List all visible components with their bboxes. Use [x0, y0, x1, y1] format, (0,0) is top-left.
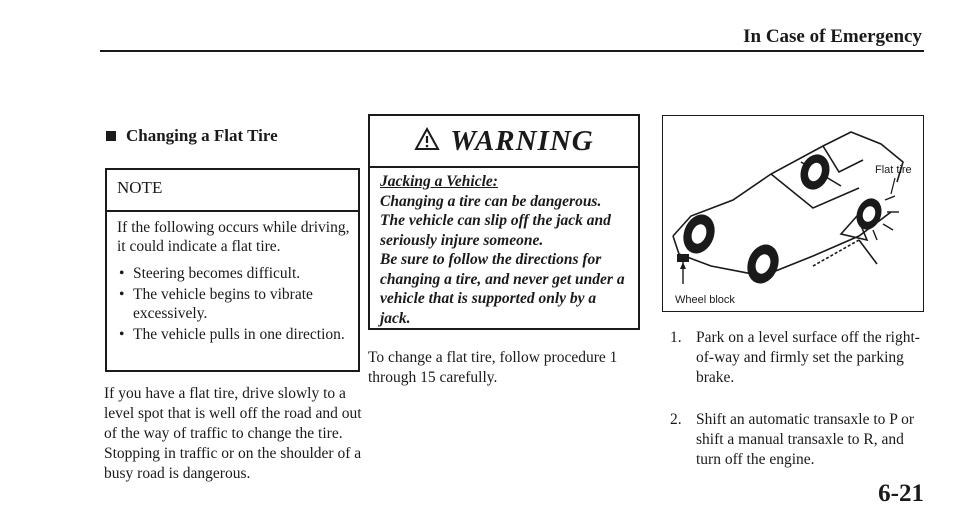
warning-box	[368, 114, 640, 330]
header-rule	[100, 50, 924, 52]
note-title: NOTE	[117, 178, 163, 197]
procedure-steps	[668, 328, 926, 492]
page-number: 6-21	[878, 480, 924, 507]
step-number: 2.	[670, 411, 682, 428]
warning-header	[370, 116, 638, 168]
step-number: 1.	[670, 329, 682, 346]
section-heading	[106, 126, 278, 146]
step-text: Shift an automatic transaxle to P or shift a manual transaxle to R, and turn off the engine.	[696, 411, 915, 468]
front-left-wheel-icon	[678, 210, 720, 258]
note-list	[117, 264, 355, 344]
note-item-steering: • Steering becomes difficult.	[117, 264, 355, 283]
warning-text-instructions: Be sure to follow the directions for changing a tire, and never get under a vehicle that is supported only by a jack.	[380, 251, 625, 327]
warning-body	[380, 172, 630, 328]
step-item	[668, 410, 926, 470]
procedure-intro-paragraph: To change a flat tire, follow procedure 1 through 15 carefully.	[368, 349, 618, 386]
note-body	[117, 218, 355, 346]
car-jack-drawing	[663, 116, 922, 310]
car-jack-illustration	[662, 115, 924, 312]
warning-title: WARNING	[450, 124, 594, 157]
page-header-title: In Case of Emergency	[743, 26, 922, 47]
warning-text-danger: Changing a tire can be dangerous. The vehicle can slip off the jack and seriously injure someone.	[380, 192, 611, 249]
note-item-vibrate: • The vehicle begins to vibrate excessively.	[117, 285, 355, 323]
step-item	[668, 328, 926, 388]
note-box	[105, 168, 360, 372]
step-text: Park on a level surface off the right-of-way and firmly set the parking brake.	[696, 329, 920, 386]
section-heading-text: Changing a Flat Tire	[126, 126, 278, 145]
note-item-pulls: • The vehicle pulls in one direction.	[117, 325, 355, 344]
note-intro: If the following occurs while driving, it could indicate a flat tire.	[117, 219, 350, 255]
note-divider	[107, 210, 358, 212]
square-bullet-icon	[106, 131, 116, 141]
body-paragraph: If you have a flat tire, drive slowly to a level spot that is well off the road and out of the way of traffic to change the tire. Stopping in traffic or on the shoulder of a busy road is dangerous.	[104, 385, 362, 482]
flat-tire-wheel-icon	[852, 195, 899, 240]
warning-subtitle: Jacking a Vehicle:	[380, 173, 498, 190]
wheel-block-icon	[677, 254, 689, 284]
warning-triangle-icon	[414, 127, 440, 156]
flat-tire-label: Flat tire	[875, 164, 912, 176]
wheel-block-label: Wheel block	[675, 294, 735, 306]
front-right-wheel-icon	[742, 240, 784, 288]
